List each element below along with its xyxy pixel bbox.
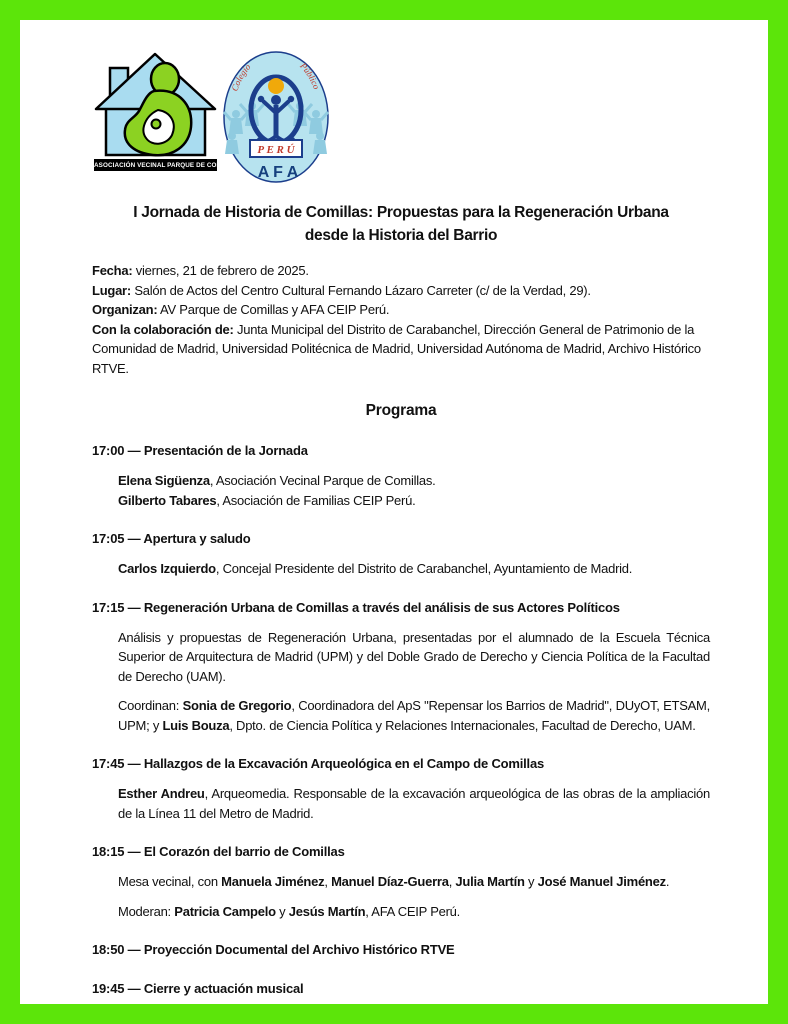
program-item-heading: 17:00 — Presentación de la Jornada	[92, 443, 308, 458]
afa-label: A F A	[257, 164, 299, 181]
program-item-heading: 17:15 — Regeneración Urbana de Comillas a través del análisis de sus Actores Políticos	[92, 599, 620, 615]
info-fecha: Fecha: viernes, 21 de febrero de 2025.	[92, 263, 309, 278]
program-section-1700	[92, 441, 710, 510]
program-item-heading: 18:50 — Proyección Documental del Archivo Histórico RTVE	[92, 942, 455, 957]
program-section-1945	[92, 979, 710, 999]
program-item-heading: 17:05 — Apertura y saludo	[92, 531, 251, 546]
vecinal-logo-banner: ASOCIACIÓN VECINAL PARQUE DE COMILLAS	[94, 159, 217, 171]
logos-row	[94, 50, 710, 185]
peru-label: P E R Ú	[257, 144, 295, 156]
program-section-1705	[92, 529, 710, 579]
program-entry: Coordinan: Sonia de Gregorio, Coordinadora del ApS "Repensar los Barrios de Madrid", DUyOT, ETSAM, UPM; y Luis Bouza, Dpto. de Ciencia Política y Relaciones Internacionales, Facultad de Derecho, UAM.	[118, 698, 711, 733]
program-section-1850	[92, 940, 710, 960]
program-section-1815	[92, 842, 710, 921]
curved-word-colegio: Colegio	[229, 61, 253, 93]
program-entry: Moderan: Patricia Campelo y Jesús Martín, AFA CEIP Perú.	[118, 903, 461, 919]
program-entry: Mesa vecinal, con Manuela Jiménez, Manuel Díaz-Guerra, Julia Martín y José Manuel Jiménez.	[118, 874, 670, 889]
curved-word-publico: Público	[298, 60, 322, 91]
programa-heading: Programa	[365, 402, 437, 419]
info-colaboracion: Con la colaboración de: Junta Municipal del Distrito de Carabanchel, Dirección General de Patrimonio de la Comunidad de Madrid, Universidad Politécnica de Madrid, Universidad Autónoma de Madrid, Archivo Histórico RTVE.	[92, 321, 701, 376]
page-title	[92, 201, 710, 247]
info-lugar: Lugar: Salón de Actos del Centro Cultural Fernando Lázaro Carreter (c/ de la Verdad, 29).	[92, 282, 591, 298]
program-item-heading: 19:45 — Cierre y actuación musical	[92, 981, 304, 996]
program-section-1715	[92, 598, 710, 736]
afa-logo-icon	[222, 50, 330, 185]
title-line-1: I Jornada de Historia de Comillas: Propuestas para la Regeneración Urbana	[133, 204, 669, 221]
program-entry: Gilberto Tabares, Asociación de Familias CEIP Perú.	[118, 492, 416, 508]
program-entry: Elena Sigüenza, Asociación Vecinal Parque de Comillas.	[118, 473, 436, 488]
program-entry: Esther Andreu, Arqueomedia. Responsable de la excavación arqueológica de las obras de la ampliación de la Línea 11 del Metro de Madrid.	[118, 786, 710, 821]
info-organizan: Organizan: AV Parque de Comillas y AFA CEIP Perú.	[92, 302, 390, 317]
sun-icon	[268, 78, 284, 94]
program-entry: Análisis y propuestas de Regeneración Urbana, presentadas por el alumnado de la Escuela Técnica Superior de Arquitectura de Madrid (UPM) y del Doble Grado de Derecho y Ciencia Política de la Facultad de Derecho (UAM).	[118, 629, 710, 684]
program-item-heading: 17:45 — Hallazgos de la Excavación Arqueológica en el Campo de Comillas	[92, 756, 545, 771]
event-info	[92, 261, 710, 378]
title-line-2: desde la Historia del Barrio	[304, 227, 498, 244]
program-entry: Carlos Izquierdo, Concejal Presidente del Distrito de Carabanchel, Ayuntamiento de Madrid.	[118, 561, 633, 576]
vecinal-house-icon	[94, 50, 217, 159]
document-page	[20, 20, 768, 1004]
program-item-heading: 18:15 — El Corazón del barrio de Comillas	[92, 844, 345, 859]
afa-logo	[222, 50, 330, 185]
program-section-1745	[92, 754, 710, 823]
